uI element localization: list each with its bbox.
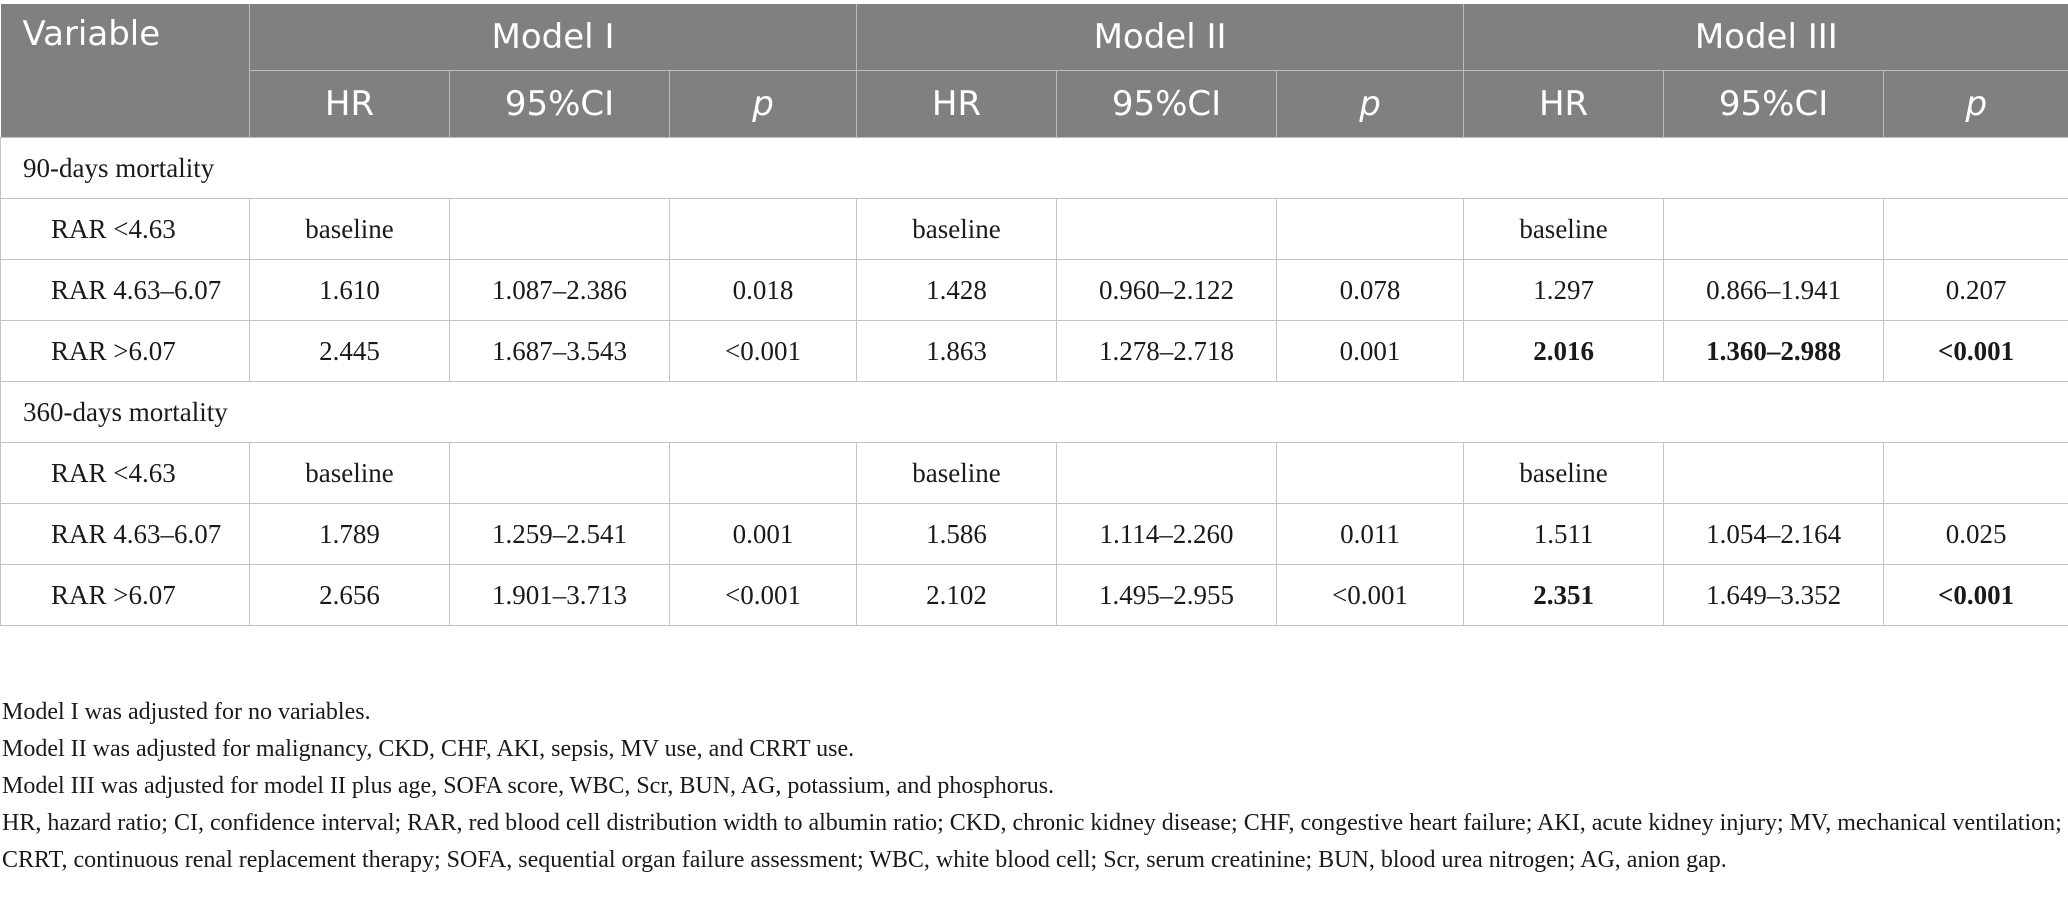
table-cell: 2.445 — [250, 321, 450, 382]
table-row — [1, 321, 2068, 382]
table-cell: 1.789 — [250, 504, 450, 565]
table-cell: 1.511 — [1464, 504, 1664, 565]
footnote: Model I was adjusted for no variables. — [2, 699, 371, 725]
table-cell: 1.495–2.955 — [1057, 565, 1277, 626]
model-3-ci-header: 95%CI — [1664, 71, 1884, 138]
table-cell: 1.863 — [857, 321, 1057, 382]
table-cell: 1.278–2.718 — [1057, 321, 1277, 382]
table-cell — [670, 443, 857, 504]
model-1-ci-header: 95%CI — [450, 71, 670, 138]
table-cell: 0.001 — [1277, 321, 1464, 382]
row-label: RAR <4.63 — [1, 199, 250, 260]
section-title: 90-days mortality — [1, 138, 2068, 199]
table-cell — [1277, 443, 1464, 504]
table-cell: 0.960–2.122 — [1057, 260, 1277, 321]
model-2-ci-header: 95%CI — [1057, 71, 1277, 138]
model-1-p-header: p — [670, 71, 857, 138]
table-cell — [1664, 443, 1884, 504]
table-cell — [450, 443, 670, 504]
table-cell: 1.428 — [857, 260, 1057, 321]
table-cell: 1.054–2.164 — [1664, 504, 1884, 565]
table-cell: baseline — [857, 443, 1057, 504]
footnote: Model III was adjusted for model II plus age, SOFA score, WBC, Scr, BUN, AG, potassium, and phosphorus. — [2, 773, 1055, 799]
table-cell: 0.011 — [1277, 504, 1464, 565]
table-cell: baseline — [250, 199, 450, 260]
table-cell — [1884, 199, 2068, 260]
table-cell: baseline — [1464, 199, 1664, 260]
table-cell: <0.001 — [1884, 321, 2068, 382]
model-3-p-header: p — [1884, 71, 2068, 138]
model-3-header: Model III — [1464, 4, 2068, 71]
table-cell: 1.610 — [250, 260, 450, 321]
table-body — [1, 138, 2068, 626]
model-2-p-header: p — [1277, 71, 1464, 138]
model-3-hr-header: HR — [1464, 71, 1664, 138]
table-row — [1, 443, 2068, 504]
table-cell: 1.087–2.386 — [450, 260, 670, 321]
table-cell: baseline — [250, 443, 450, 504]
table-cell: 1.297 — [1464, 260, 1664, 321]
row-label: RAR 4.63–6.07 — [1, 260, 250, 321]
table-cell: 0.025 — [1884, 504, 2068, 565]
table-cell: 1.586 — [857, 504, 1057, 565]
table-cell: 2.656 — [250, 565, 450, 626]
table-cell: 1.687–3.543 — [450, 321, 670, 382]
table-cell: 1.901–3.713 — [450, 565, 670, 626]
row-label: RAR 4.63–6.07 — [1, 504, 250, 565]
variable-header: Variable — [1, 4, 250, 138]
table-cell — [1277, 199, 1464, 260]
table-cell: 2.102 — [857, 565, 1057, 626]
model-1-hr-header: HR — [250, 71, 450, 138]
table-cell — [670, 199, 857, 260]
table-cell: 0.078 — [1277, 260, 1464, 321]
row-label: RAR <4.63 — [1, 443, 250, 504]
table-cell — [450, 199, 670, 260]
table-cell: 1.360–2.988 — [1664, 321, 1884, 382]
table-row — [1, 565, 2068, 626]
table-cell: 1.259–2.541 — [450, 504, 670, 565]
model-2-header: Model II — [857, 4, 1464, 71]
table-row — [1, 199, 2068, 260]
table-cell: baseline — [857, 199, 1057, 260]
table-cell: <0.001 — [1884, 565, 2068, 626]
table-cell: 0.018 — [670, 260, 857, 321]
section-row — [1, 138, 2068, 199]
table-cell — [1664, 199, 1884, 260]
table-cell — [1057, 199, 1277, 260]
table-row — [1, 504, 2068, 565]
table-row — [1, 260, 2068, 321]
table-cell: 1.114–2.260 — [1057, 504, 1277, 565]
table-cell: 2.016 — [1464, 321, 1664, 382]
table-cell: 2.351 — [1464, 565, 1664, 626]
footnote: Model II was adjusted for malignancy, CKD, CHF, AKI, sepsis, MV use, and CRRT use. — [2, 736, 855, 762]
section-row — [1, 382, 2068, 443]
table-cell: <0.001 — [670, 321, 857, 382]
table-cell: <0.001 — [1277, 565, 1464, 626]
model-1-header: Model I — [250, 4, 857, 71]
table-cell: baseline — [1464, 443, 1664, 504]
table-cell: 0.866–1.941 — [1664, 260, 1884, 321]
table-cell: 0.001 — [670, 504, 857, 565]
row-label: RAR >6.07 — [1, 321, 250, 382]
table-cell — [1057, 443, 1277, 504]
footnote-abbreviations: HR, hazard ratio; CI, confidence interval; RAR, red blood cell distribution width to albumin ratio; CKD, chronic kidney disease; CHF, congestive heart failure; AKI, acute kidney injury; MV, mechanical ventilation; CRRT, continuous renal replacement therapy; SOFA, sequential organ failure assessment; WBC, white blood cell; Scr, serum creatinine; BUN, blood urea nitrogen; AG, anion gap. — [2, 810, 2062, 873]
section-title: 360-days mortality — [1, 382, 2068, 443]
table-footnotes — [2, 694, 2062, 879]
table-cell — [1884, 443, 2068, 504]
row-label: RAR >6.07 — [1, 565, 250, 626]
table-cell: 0.207 — [1884, 260, 2068, 321]
table-cell: <0.001 — [670, 565, 857, 626]
results-table — [0, 4, 2068, 626]
table-cell: 1.649–3.352 — [1664, 565, 1884, 626]
model-2-hr-header: HR — [857, 71, 1057, 138]
